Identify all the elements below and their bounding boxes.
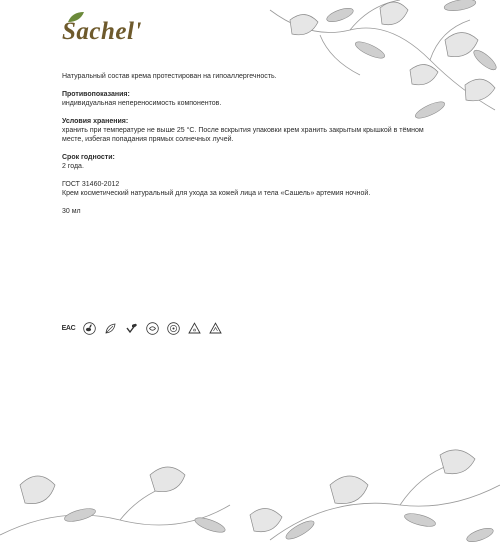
dermatologically-tested-circle-icon (167, 322, 180, 335)
storage-text: хранить при температуре не выше 25 °С. После вскрытия упаковки крем хранить закрытым крышкой в тёмном месте, избегая попадания прямых солнечных лучей. (62, 127, 424, 143)
natural-leaf-icon (104, 322, 117, 335)
shelf-life-heading: Срок годности: (62, 154, 115, 161)
magnolia-floral-decoration-bottom (0, 445, 500, 550)
no-parabens-circle-icon (146, 322, 159, 335)
volume-text: 30 мл (62, 208, 81, 215)
vegan-leaf-check-icon (125, 322, 138, 335)
eac-mark-icon (62, 322, 75, 335)
recycle-triangle-icon-2 (209, 322, 222, 335)
recycle-triangle-icon (188, 322, 201, 335)
brand-logo: Sachel' (62, 18, 142, 45)
product-name-text: Крем косметический натуральный для ухода за кожей лица и тела «Сашель» артемия ночной. (62, 190, 371, 197)
storage-section (62, 117, 442, 144)
standard-section (62, 180, 442, 198)
gost-code: ГОСТ 31460-2012 (62, 181, 120, 188)
hypoallergenic-note: Натуральный состав крема протестирован на гипоаллергечность. (62, 73, 277, 80)
bunny-cruelty-free-icon (83, 322, 96, 335)
storage-heading: Условия хранения: (62, 118, 129, 125)
contraindications-section (62, 90, 442, 108)
svg-text:♻: ♻ (192, 327, 197, 333)
contraindications-text: индивидуальная непереносимость компонентов. (62, 100, 222, 107)
certification-icons-row (62, 322, 222, 335)
product-description (62, 72, 442, 225)
shelf-life-text: 2 года. (62, 163, 84, 170)
contraindications-heading: Противопоказания: (62, 91, 130, 98)
eac-label: EAC (61, 325, 76, 332)
shelf-life-section (62, 153, 442, 171)
